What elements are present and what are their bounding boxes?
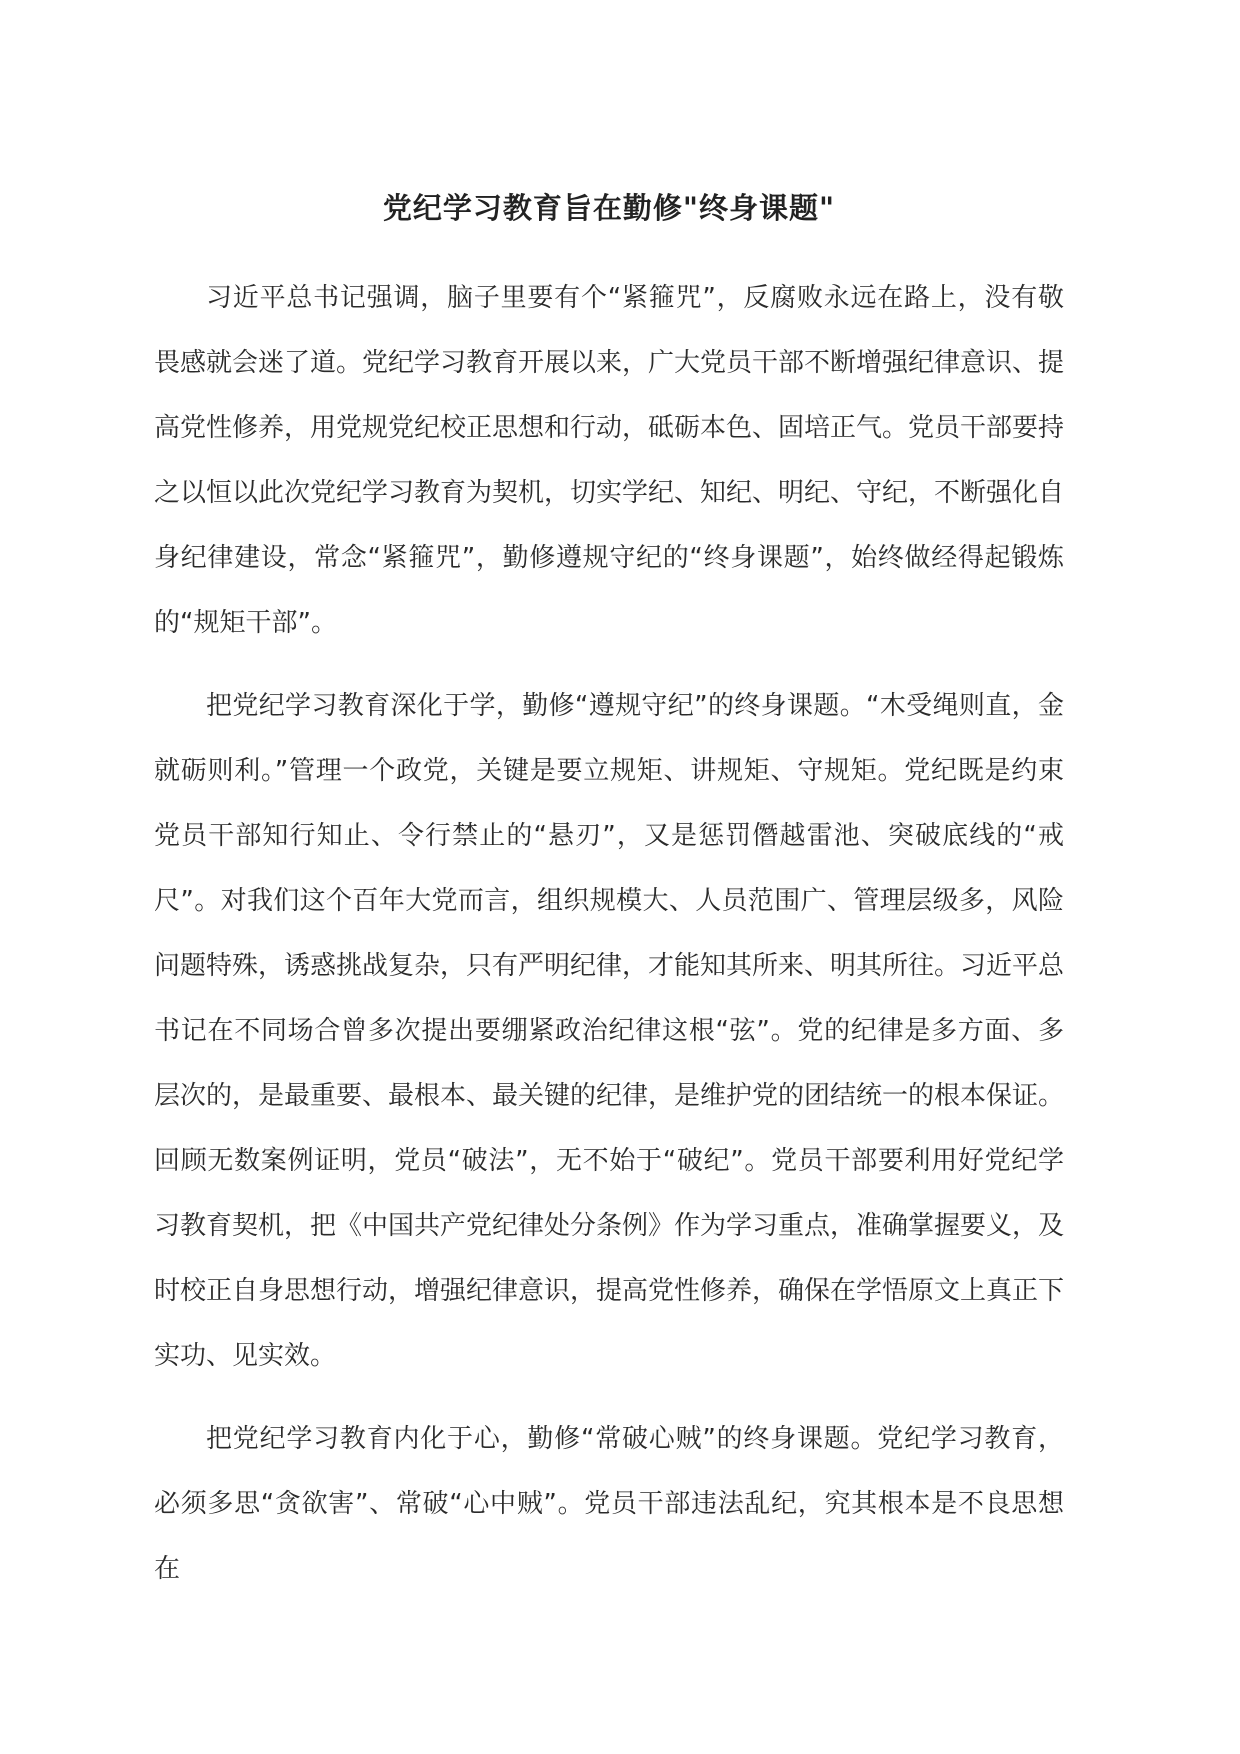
paragraph-2: 把党纪学习教育深化于学，勤修“遵规守纪”的终身课题。“木受绳则直，金就砺则利。”管理一个政党，关键是要立规矩、讲规矩、守规矩。党纪既是约束党员干部知行知止、令行禁止的“悬刃”，又是惩罚僭越雷池、突破底线的“戒尺”。对我们这个百年大党而言，组织规模大、人员范围广、管理层级多，风险问题特殊，诱惑挑战复杂，只有严明纪律，才能知其所来、明其所往。习近平总书记在不同场合曾多次提出要绷紧政治纪律这根“弦”。党的纪律是多方面、多层次的，是最重要、最根本、最关键的纪律，是维护党的团结统一的根本保证。回顾无数案例证明，党员“破法”，无不始于“破纪”。党员干部要利用好党纪学习教育契机，把《中国共产党纪律处分条例》作为学习重点，准确掌握要义，及时校正自身思想行动，增强纪律意识，提高党性修养，确保在学悟原文上真正下实功、见实效。 xyxy=(154,691,1065,1371)
paragraph-1: 习近平总书记强调，脑子里要有个“紧箍咒”，反腐败永远在路上，没有敬畏感就会迷了道。党纪学习教育开展以来，广大党员干部不断增强纪律意识、提高党性修养，用党规党纪校正思想和行动，砥砺本色、固培正气。党员干部要持之以恒以此次党纪学习教育为契机，切实学纪、知纪、明纪、守纪，不断强化自身纪律建设，常念“紧箍咒”，勤修遵规守纪的“终身课题”，始终做经得起锻炼的“规矩干部”。 xyxy=(154,283,1065,638)
paragraph-3: 把党纪学习教育内化于心，勤修“常破心贼”的终身课题。党纪学习教育，必须多思“贪欲害”、常破“心中贼”。党员干部违法乱纪，究其根本是不良思想在 xyxy=(154,1424,1064,1584)
document-body xyxy=(154,266,1064,1620)
document-title: 党纪学习教育旨在勤修"终身课题" xyxy=(382,191,836,225)
document-page xyxy=(154,0,1064,1754)
